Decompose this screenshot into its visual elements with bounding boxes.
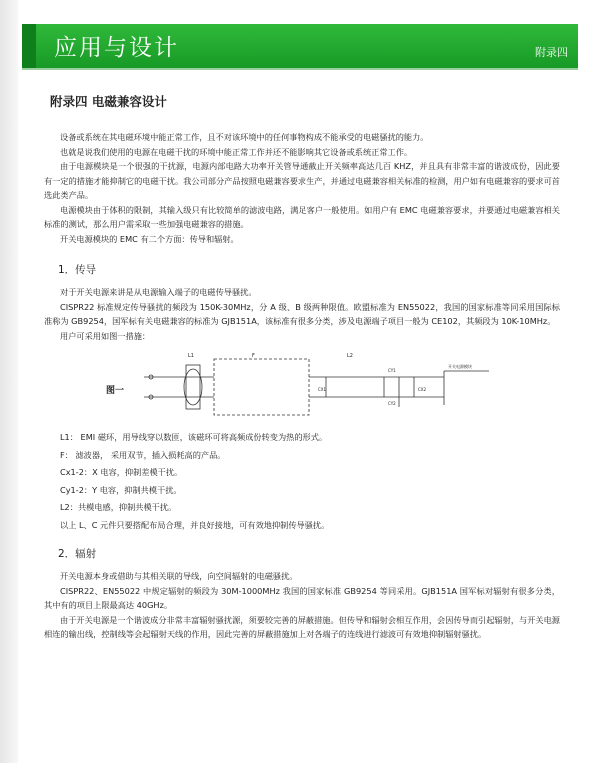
list-item: 以上 L、C 元件只要搭配布局合理，并良好接地，可有效地抑制传导骚扰。 — [60, 519, 330, 530]
l2-label: L2 — [347, 353, 353, 359]
header-accent-bar — [22, 24, 36, 68]
list-item: Cy1-2：Y 电容，抑制共模干扰。 — [60, 484, 182, 495]
section2-paragraph: CISPR22、EN55022 中规定辐射的频段为 30M-1000MHz 我国的国家标准 GB9254 等同采用。GJB151A 国军标对辐射有很多分类，其中有的项目上限最高达 40GHz。 — [44, 585, 560, 610]
appendix-tag: 附录四 — [535, 46, 568, 59]
cx1-label: CX1 — [318, 387, 327, 392]
module-label: 开关电源模块 — [448, 364, 472, 369]
section2-paragraph: 开关电源本身或借助与其相关联的导线，向空间辐射的电磁骚扰。 — [60, 571, 298, 581]
intro-paragraph: 也就是说我们使用的电源在电磁干扰的环境中能正常工作并还不能影响其它设备或系统正常工作。 — [60, 146, 413, 157]
intro-paragraph: 由于电源模块是一个很强的干扰源，电源内部电路大功率开关管导通截止开关频率高达几百 KHZ，并且具有非常丰富的谐波成份，因此要有一定的措施才能抑制它的电磁干扰。我公司部分产品按照电磁兼容要求生产，并通过电磁兼容相关标准的检测，用户如有电磁兼容的要求可首选此类产品。 — [44, 161, 560, 200]
cy1-label: CY1 — [388, 368, 396, 373]
list-item: Cx1-2：X 电容，抑制差模干扰。 — [60, 467, 183, 477]
page-edge-shadow — [0, 0, 18, 763]
intro-paragraph: 开关电源模块的 EMC 有二个方面：传导和辐射。 — [60, 233, 239, 244]
page-body — [44, 92, 560, 642]
cy2-label: CY2 — [388, 401, 396, 406]
section1-heading: 1．传导 — [58, 264, 97, 276]
cx2-label: CX2 — [418, 387, 427, 392]
section-title: 附录四 电磁兼容设计 — [50, 94, 167, 109]
list-item: L1： EMI 磁环，用导线穿以数匝，该磁环可将高频成份转变为热的形式。 — [60, 432, 328, 442]
list-item: F： 滤波器， 采用双节，插入损耗高的产品。 — [60, 449, 226, 460]
component-list — [60, 429, 560, 534]
f-label: F — [252, 353, 255, 359]
chapter-header — [22, 24, 578, 68]
figure-label: 图一 — [106, 386, 125, 396]
section2-heading: 2．辐射 — [58, 548, 97, 560]
filter-circuit-diagram — [144, 347, 494, 425]
chapter-title: 应用与设计 — [54, 35, 179, 61]
section2-paragraph: 由于开关电源是一个谐波成分非常丰富辐射骚扰源，须要较完善的屏蔽措施。但传导和辐射会相互作用，会因传导而引起辐射，与开关电源相连的输出线，控制线等会起辐射天线的作用，因此完善的屏蔽措施加上对各端子的连线进行滤波可有效地抑制辐射骚扰。 — [44, 614, 560, 639]
intro-paragraph: 电源模块由于体积的限制，其输入级只有比较简单的滤波电路，满足客户一般使用。如用户有 EMC 电磁兼容要求，并要通过电磁兼容相关标准的测试，那么用户需采取一些加强电磁兼容的措施。 — [44, 204, 560, 229]
section1-paragraph: CISPR22 标准规定传导骚扰的频段为 150K-30MHz，分 A 级、B 级两种限值。欧盟标准为 EN55022，我国的国家标准等同采用国际标准称为 GB9254，国军标有关电磁兼容的标准为 GJB151A，该标准有很多分类，涉及电源端子项目一般为 CE102，其频段为 10K-10MHz。 — [44, 301, 560, 326]
l1-label: L1 — [188, 353, 194, 359]
section1-paragraph: 用户可采用如图一措施： — [60, 330, 151, 341]
intro-paragraph: 设备或系统在其电磁环境中能正常工作，且不对该环境中的任何事物构成不能承受的电磁骚扰的能力。 — [60, 132, 429, 142]
section1-paragraph: 对于开关电源来讲是从电源输入端子的电磁传导骚扰。 — [60, 287, 257, 297]
list-item: L2：共模电感，抑制共模干扰。 — [60, 502, 177, 512]
header-divider — [22, 68, 578, 70]
emc-filter-figure — [44, 347, 560, 425]
filter-box — [214, 359, 309, 415]
